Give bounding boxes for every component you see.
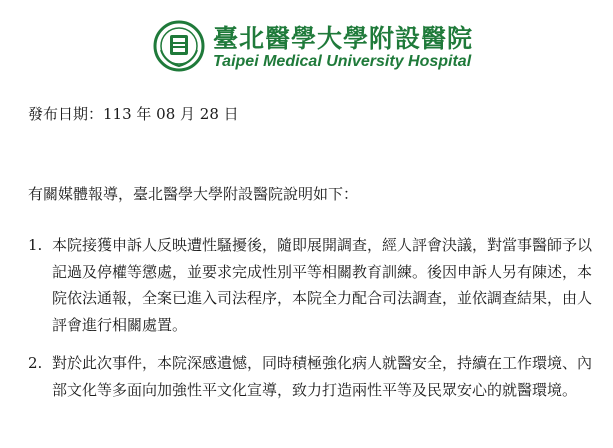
statement-intro: 有關媒體報導，臺北醫學大學附設醫院說明如下： bbox=[28, 185, 359, 203]
item-text: 對於此次事件，本院深感遺憾，同時積極強化病人就醫安全，持續在工作環境、內部文化等多面向加強性平文化宣導，致力打造兩性平等及民眾安心的就醫環境。 bbox=[52, 354, 593, 399]
hospital-name-english: Taipei Medical University Hospital bbox=[213, 53, 472, 70]
hospital-name-chinese: 臺北醫學大學附設醫院 bbox=[213, 24, 474, 53]
item-text: 本院接獲申訴人反映遭性騷擾後，隨即展開調查，經人評會決議，對當事醫師予以記過及停權等懲處，並要求完成性別平等相關教育訓練。後因申訴人另有陳述，本院依法通報，全案已進入司法程序，本院全力配合司法調查，並依調查結果，由人評會進行相關處置。 bbox=[52, 236, 593, 334]
hospital-header bbox=[153, 16, 474, 76]
item-number: 1. bbox=[28, 236, 43, 254]
publish-date: 發布日期：113 年 08 月 28 日 bbox=[28, 105, 239, 123]
item-number: 2. bbox=[28, 354, 43, 372]
hospital-logo-icon bbox=[153, 20, 205, 72]
